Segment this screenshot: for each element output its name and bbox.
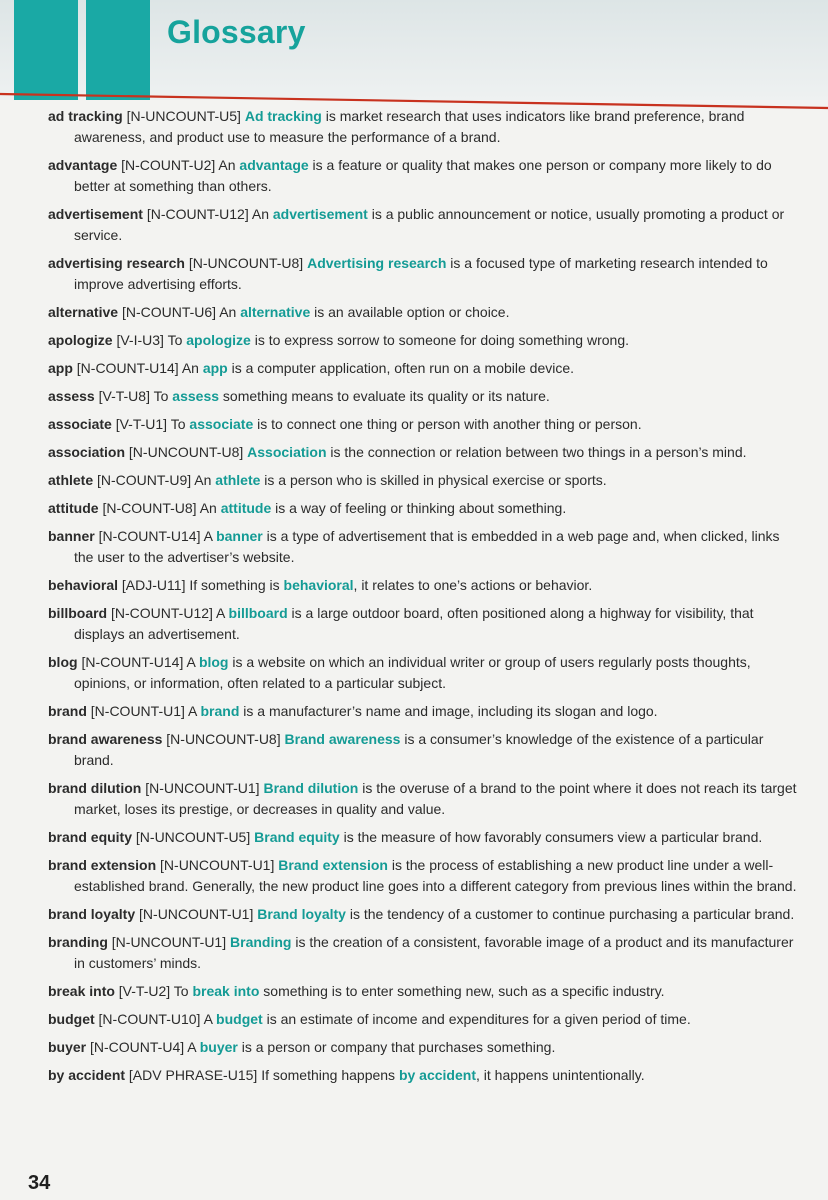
entry-definition: is the connection or relation between two things in a person’s mind. xyxy=(326,444,747,460)
entry-part-of-speech: [V-T-U8] xyxy=(98,388,150,404)
entry-definition: is a consumer’s knowledge of the existence of a particular brand. xyxy=(74,731,764,768)
entry-definition: is a website on which an individual writer or group of users regularly posts thoughts, opinions, or information, often related to a particular subject. xyxy=(74,654,751,691)
entry-definition-lead: An xyxy=(199,500,221,516)
entry-keyword: advantage xyxy=(239,157,309,173)
entry-definition: is the overuse of a brand to the point where it does not reach its target market, loses its prestige, or decreases in quality and value. xyxy=(74,780,797,817)
glossary-list xyxy=(48,106,800,1093)
entry-part-of-speech: [N-COUNT-U8] xyxy=(102,500,197,516)
glossary-entry xyxy=(48,603,800,645)
glossary-entry xyxy=(48,729,800,771)
glossary-entry xyxy=(48,358,800,379)
page-header xyxy=(0,0,828,100)
entry-part-of-speech: [N-UNCOUNT-U1] xyxy=(139,906,254,922)
entry-definition: , it relates to one’s actions or behavior. xyxy=(353,577,593,593)
entry-headword: alternative xyxy=(48,304,119,320)
entry-definition: is to express sorrow to someone for doing something wrong. xyxy=(250,332,629,348)
entry-part-of-speech: [N-UNCOUNT-U5] xyxy=(135,829,251,845)
entry-headword: brand loyalty xyxy=(48,906,136,922)
entry-definition-lead: If something is xyxy=(189,577,284,593)
entry-definition: , it happens unintentionally. xyxy=(475,1067,645,1083)
glossary-entry xyxy=(48,526,800,568)
entry-part-of-speech: [ADJ-U11] xyxy=(121,577,186,593)
glossary-entry xyxy=(48,386,800,407)
entry-keyword: by accident xyxy=(398,1067,476,1083)
entry-keyword: associate xyxy=(189,416,254,432)
glossary-entry xyxy=(48,575,800,596)
entry-part-of-speech: [N-COUNT-U10] xyxy=(98,1011,201,1027)
entry-definition-lead: To xyxy=(153,388,173,404)
entry-keyword: buyer xyxy=(199,1039,238,1055)
entry-definition: is a person who is skilled in physical exercise or sports. xyxy=(260,472,607,488)
entry-headword: branding xyxy=(48,934,108,950)
entry-keyword: banner xyxy=(216,528,263,544)
entry-part-of-speech: [ADV PHRASE-U15] xyxy=(128,1067,258,1083)
entry-definition: is a focused type of marketing research intended to improve advertising efforts. xyxy=(74,255,768,292)
glossary-entry xyxy=(48,106,800,148)
glossary-entry xyxy=(48,701,800,722)
entry-definition-lead: An xyxy=(218,157,240,173)
entry-definition-lead: To xyxy=(170,416,190,432)
entry-definition: is a computer application, often run on a mobile device. xyxy=(227,360,575,376)
entry-part-of-speech: [N-COUNT-U14] xyxy=(98,528,201,544)
entry-headword: associate xyxy=(48,416,112,432)
entry-headword: athlete xyxy=(48,472,94,488)
entry-definition-lead: A xyxy=(203,1011,217,1027)
entry-definition-lead: If something happens xyxy=(261,1067,399,1083)
entry-definition-lead: An xyxy=(251,206,273,222)
header-accent-block-left xyxy=(14,0,78,100)
entry-headword: brand awareness xyxy=(48,731,163,747)
entry-headword: advertisement xyxy=(48,206,143,222)
entry-headword: behavioral xyxy=(48,577,119,593)
entry-headword: attitude xyxy=(48,500,99,516)
entry-part-of-speech: [N-COUNT-U1] xyxy=(90,703,185,719)
glossary-entry xyxy=(48,330,800,351)
entry-definition-lead: An xyxy=(181,360,203,376)
entry-headword: association xyxy=(48,444,126,460)
entry-definition: is market research that uses indicators like brand preference, brand awareness, and product use to measure the performance of a brand. xyxy=(74,108,745,145)
entry-headword: banner xyxy=(48,528,95,544)
entry-part-of-speech: [N-COUNT-U9] xyxy=(97,472,192,488)
entry-part-of-speech: [N-COUNT-U12] xyxy=(111,605,213,621)
entry-definition: is a large outdoor board, often positioned along a highway for visibility, that displays an advertisement. xyxy=(74,605,754,642)
entry-keyword: athlete xyxy=(215,472,261,488)
glossary-entry xyxy=(48,904,800,925)
entry-headword: blog xyxy=(48,654,78,670)
entry-part-of-speech: [N-COUNT-U2] xyxy=(121,157,216,173)
entry-definition-lead: A xyxy=(186,654,199,670)
entry-headword: app xyxy=(48,360,73,376)
entry-definition: is the creation of a consistent, favorable image of a product and its manufacturer in customers’ minds. xyxy=(74,934,794,971)
entry-definition-lead: A xyxy=(187,1039,200,1055)
entry-headword: brand equity xyxy=(48,829,133,845)
entry-part-of-speech: [V-T-U1] xyxy=(115,416,168,432)
entry-keyword: advertisement xyxy=(272,206,368,222)
glossary-entry xyxy=(48,981,800,1002)
entry-definition: is the tendency of a customer to continue purchasing a particular brand. xyxy=(345,906,795,922)
entry-keyword: behavioral xyxy=(283,577,354,593)
entry-part-of-speech: [N-COUNT-U14] xyxy=(81,654,184,670)
entry-headword: apologize xyxy=(48,332,113,348)
glossary-entry xyxy=(48,470,800,491)
entry-headword: ad tracking xyxy=(48,108,123,124)
glossary-entry xyxy=(48,498,800,519)
entry-definition: is an available option or choice. xyxy=(310,304,510,320)
entry-keyword: budget xyxy=(216,1011,263,1027)
entry-keyword: Association xyxy=(247,444,327,460)
entry-headword: billboard xyxy=(48,605,108,621)
entry-definition-lead: A xyxy=(203,528,217,544)
glossary-entry xyxy=(48,302,800,323)
entry-keyword: Advertising research xyxy=(307,255,447,271)
entry-keyword: Brand loyalty xyxy=(257,906,346,922)
page-title: Glossary xyxy=(167,14,306,50)
entry-definition: is a person or company that purchases something. xyxy=(237,1039,556,1055)
entry-part-of-speech: [V-I-U3] xyxy=(116,332,164,348)
glossary-entry xyxy=(48,652,800,694)
entry-definition: is the measure of how favorably consumers view a particular brand. xyxy=(339,829,763,845)
glossary-entry xyxy=(48,1037,800,1058)
entry-definition-lead: To xyxy=(167,332,187,348)
entry-headword: buyer xyxy=(48,1039,87,1055)
entry-definition: is a public announcement or notice, usually promoting a product or service. xyxy=(74,206,785,243)
entry-keyword: assess xyxy=(172,388,220,404)
entry-part-of-speech: [N-UNCOUNT-U1] xyxy=(145,780,260,796)
entry-headword: brand dilution xyxy=(48,780,142,796)
entry-definition: is the process of establishing a new product line under a well-established brand. Generally, the new product line goes into a different category from previous lines within the brand. xyxy=(74,857,797,894)
entry-keyword: Brand awareness xyxy=(284,731,401,747)
entry-headword: brand xyxy=(48,703,87,719)
entry-part-of-speech: [N-UNCOUNT-U8] xyxy=(166,731,281,747)
entry-definition-lead: A xyxy=(188,703,201,719)
entry-part-of-speech: [N-UNCOUNT-U1] xyxy=(160,857,275,873)
entry-keyword: Brand dilution xyxy=(263,780,359,796)
glossary-entry xyxy=(48,253,800,295)
entry-headword: brand extension xyxy=(48,857,157,873)
entry-definition: is to connect one thing or person with another thing or person. xyxy=(253,416,642,432)
entry-part-of-speech: [N-UNCOUNT-U1] xyxy=(111,934,227,950)
header-accent-block-right xyxy=(86,0,150,100)
glossary-entry xyxy=(48,1065,800,1086)
glossary-entry xyxy=(48,932,800,974)
entry-headword: budget xyxy=(48,1011,95,1027)
glossary-entry xyxy=(48,442,800,463)
entry-part-of-speech: [N-COUNT-U12] xyxy=(146,206,249,222)
glossary-entry xyxy=(48,414,800,435)
glossary-entry xyxy=(48,855,800,897)
entry-keyword: Branding xyxy=(230,934,292,950)
entry-part-of-speech: [N-COUNT-U14] xyxy=(76,360,179,376)
entry-headword: break into xyxy=(48,983,115,999)
entry-part-of-speech: [N-COUNT-U6] xyxy=(121,304,217,320)
entry-keyword: billboard xyxy=(228,605,288,621)
entry-definition: is a type of advertisement that is embedded in a web page and, when clicked, links the user to the advertiser’s website. xyxy=(74,528,780,565)
entry-keyword: apologize xyxy=(186,332,251,348)
entry-headword: advantage xyxy=(48,157,118,173)
entry-keyword: app xyxy=(202,360,228,376)
entry-keyword: break into xyxy=(192,983,260,999)
entry-keyword: brand xyxy=(200,703,240,719)
entry-part-of-speech: [N-UNCOUNT-U8] xyxy=(188,255,304,271)
glossary-entry xyxy=(48,1009,800,1030)
entry-keyword: Brand equity xyxy=(254,829,340,845)
entry-definition: is a manufacturer’s name and image, including its slogan and logo. xyxy=(239,703,658,719)
entry-part-of-speech: [V-T-U2] xyxy=(118,983,171,999)
glossary-entry xyxy=(48,778,800,820)
entry-definition: is a way of feeling or thinking about something. xyxy=(271,500,567,516)
entry-keyword: blog xyxy=(198,654,229,670)
entry-part-of-speech: [N-COUNT-U4] xyxy=(90,1039,185,1055)
entry-definition-lead: An xyxy=(194,472,216,488)
entry-definition-lead: A xyxy=(216,605,229,621)
entry-definition-lead: An xyxy=(219,304,241,320)
entry-keyword: Brand extension xyxy=(278,857,388,873)
entry-definition: is a feature or quality that makes one person or company more likely to do better at something than others. xyxy=(74,157,772,194)
page-number: 34 xyxy=(28,1172,51,1194)
entry-keyword: attitude xyxy=(220,500,272,516)
entry-keyword: Ad tracking xyxy=(244,108,322,124)
entry-headword: advertising research xyxy=(48,255,185,271)
entry-definition: is an estimate of income and expenditures for a given period of time. xyxy=(262,1011,691,1027)
entry-headword: by accident xyxy=(48,1067,126,1083)
entry-definition-lead: To xyxy=(173,983,193,999)
entry-definition: something is to enter something new, such as a specific industry. xyxy=(259,983,665,999)
entry-keyword: alternative xyxy=(240,304,311,320)
glossary-entry xyxy=(48,155,800,197)
glossary-entry xyxy=(48,827,800,848)
entry-definition: something means to evaluate its quality or its nature. xyxy=(219,388,550,404)
entry-headword: assess xyxy=(48,388,95,404)
entry-part-of-speech: [N-UNCOUNT-U5] xyxy=(126,108,241,124)
entry-part-of-speech: [N-UNCOUNT-U8] xyxy=(128,444,244,460)
glossary-entry xyxy=(48,204,800,246)
